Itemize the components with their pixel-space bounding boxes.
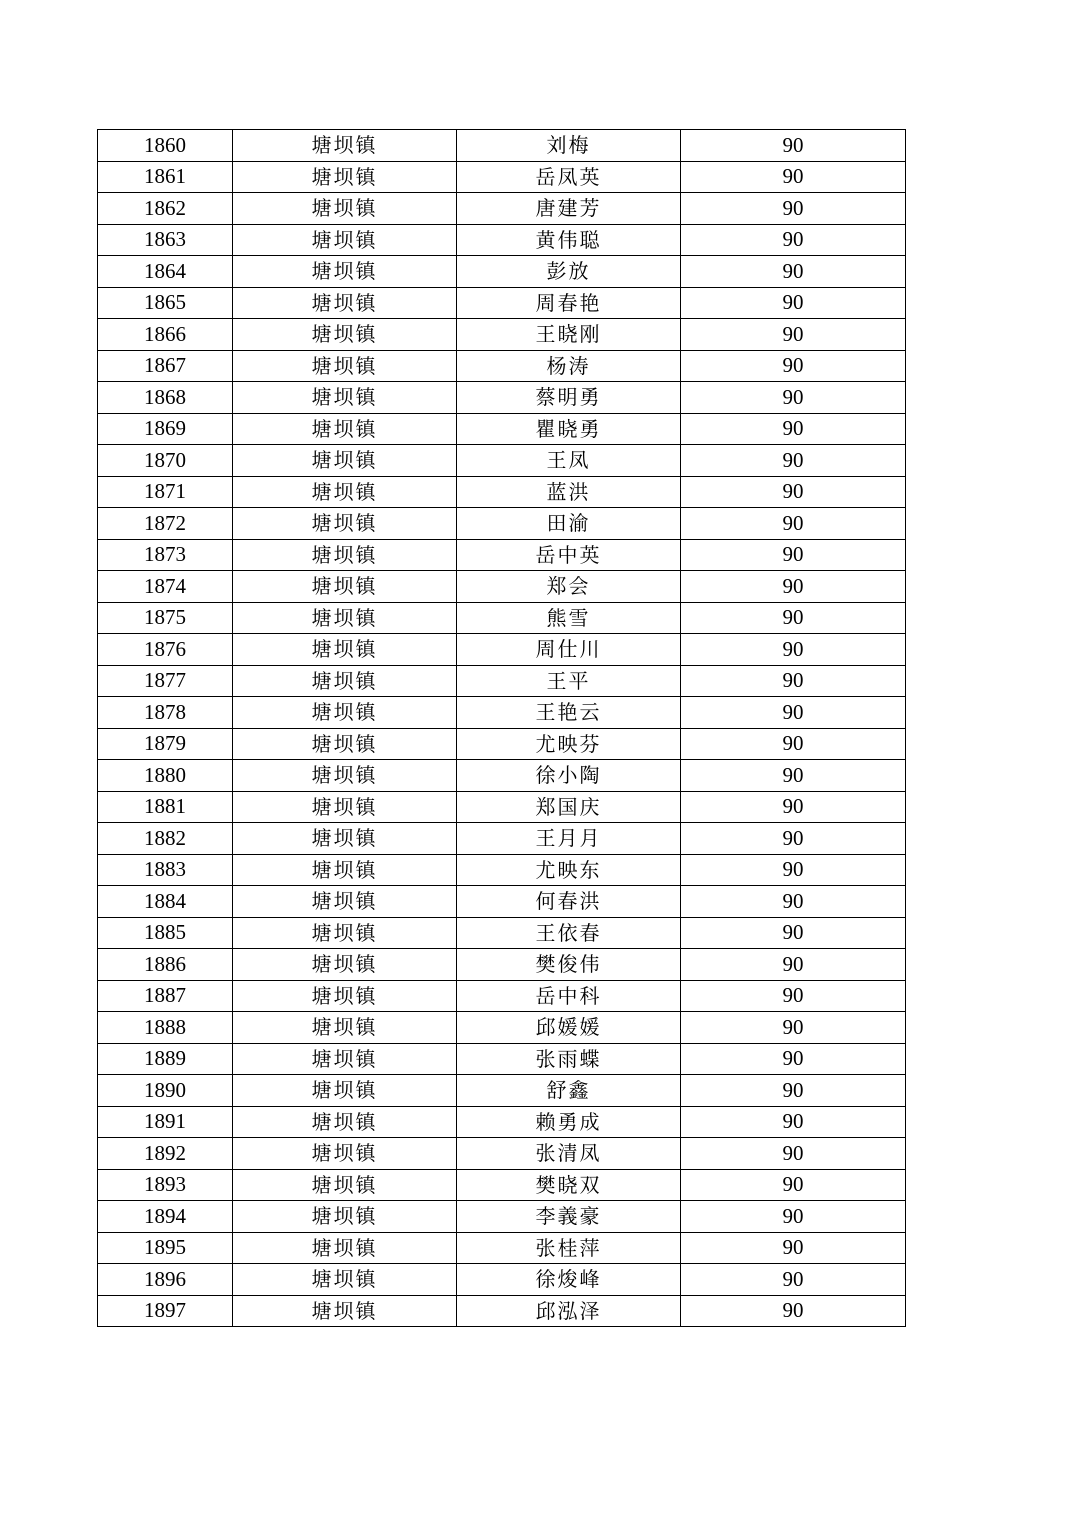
person-name-cell: 张桂萍: [457, 1232, 681, 1264]
amount-cell: 90: [681, 224, 906, 256]
row-number-cell: 1868: [98, 382, 233, 414]
town-cell: 塘坝镇: [233, 287, 457, 319]
amount-cell: 90: [681, 161, 906, 193]
town-cell: 塘坝镇: [233, 854, 457, 886]
town-cell: 塘坝镇: [233, 665, 457, 697]
person-name-cell: 彭放: [457, 256, 681, 288]
town-cell: 塘坝镇: [233, 256, 457, 288]
town-cell: 塘坝镇: [233, 350, 457, 382]
person-name-cell: 岳凤英: [457, 161, 681, 193]
person-name-cell: 张雨蝶: [457, 1043, 681, 1075]
table-row: [98, 413, 906, 445]
row-number-cell: 1871: [98, 476, 233, 508]
table-row: [98, 854, 906, 886]
row-number-cell: 1875: [98, 602, 233, 634]
amount-cell: 90: [681, 476, 906, 508]
amount-cell: 90: [681, 1201, 906, 1233]
amount-cell: 90: [681, 854, 906, 886]
person-name-cell: 郑国庆: [457, 791, 681, 823]
person-name-cell: 尤映东: [457, 854, 681, 886]
amount-cell: 90: [681, 697, 906, 729]
person-name-cell: 徐焌峰: [457, 1264, 681, 1296]
amount-cell: 90: [681, 634, 906, 666]
row-number-cell: 1869: [98, 413, 233, 445]
row-number-cell: 1876: [98, 634, 233, 666]
table-row: [98, 1075, 906, 1107]
town-cell: 塘坝镇: [233, 1201, 457, 1233]
person-name-cell: 张清凤: [457, 1138, 681, 1170]
person-name-cell: 尤映芬: [457, 728, 681, 760]
amount-cell: 90: [681, 1075, 906, 1107]
town-cell: 塘坝镇: [233, 161, 457, 193]
person-name-cell: 蓝洪: [457, 476, 681, 508]
table-row: [98, 1264, 906, 1296]
table-row: [98, 508, 906, 540]
row-number-cell: 1866: [98, 319, 233, 351]
person-name-cell: 刘梅: [457, 130, 681, 162]
row-number-cell: 1897: [98, 1295, 233, 1327]
person-name-cell: 樊晓双: [457, 1169, 681, 1201]
amount-cell: 90: [681, 791, 906, 823]
table-row: [98, 697, 906, 729]
table-row: [98, 1295, 906, 1327]
town-cell: 塘坝镇: [233, 917, 457, 949]
town-cell: 塘坝镇: [233, 980, 457, 1012]
row-number-cell: 1880: [98, 760, 233, 792]
person-name-cell: 徐小陶: [457, 760, 681, 792]
amount-cell: 90: [681, 445, 906, 477]
town-cell: 塘坝镇: [233, 1106, 457, 1138]
amount-cell: 90: [681, 949, 906, 981]
row-number-cell: 1874: [98, 571, 233, 603]
table-row: [98, 760, 906, 792]
person-name-cell: 唐建芳: [457, 193, 681, 225]
roster-table-body: [98, 130, 906, 1327]
town-cell: 塘坝镇: [233, 571, 457, 603]
amount-cell: 90: [681, 1106, 906, 1138]
amount-cell: 90: [681, 319, 906, 351]
amount-cell: 90: [681, 980, 906, 1012]
amount-cell: 90: [681, 256, 906, 288]
amount-cell: 90: [681, 287, 906, 319]
table-row: [98, 476, 906, 508]
town-cell: 塘坝镇: [233, 949, 457, 981]
row-number-cell: 1870: [98, 445, 233, 477]
row-number-cell: 1895: [98, 1232, 233, 1264]
person-name-cell: 王依春: [457, 917, 681, 949]
row-number-cell: 1893: [98, 1169, 233, 1201]
person-name-cell: 瞿晓勇: [457, 413, 681, 445]
person-name-cell: 岳中英: [457, 539, 681, 571]
town-cell: 塘坝镇: [233, 1169, 457, 1201]
row-number-cell: 1883: [98, 854, 233, 886]
amount-cell: 90: [681, 1138, 906, 1170]
amount-cell: 90: [681, 508, 906, 540]
table-row: [98, 665, 906, 697]
town-cell: 塘坝镇: [233, 1043, 457, 1075]
row-number-cell: 1885: [98, 917, 233, 949]
row-number-cell: 1894: [98, 1201, 233, 1233]
amount-cell: 90: [681, 728, 906, 760]
amount-cell: 90: [681, 1232, 906, 1264]
row-number-cell: 1891: [98, 1106, 233, 1138]
town-cell: 塘坝镇: [233, 1232, 457, 1264]
amount-cell: 90: [681, 413, 906, 445]
row-number-cell: 1862: [98, 193, 233, 225]
person-name-cell: 邱泓泽: [457, 1295, 681, 1327]
table-row: [98, 791, 906, 823]
person-name-cell: 熊雪: [457, 602, 681, 634]
person-name-cell: 黄伟聪: [457, 224, 681, 256]
amount-cell: 90: [681, 886, 906, 918]
row-number-cell: 1892: [98, 1138, 233, 1170]
row-number-cell: 1860: [98, 130, 233, 162]
table-row: [98, 1232, 906, 1264]
table-row: [98, 602, 906, 634]
row-number-cell: 1877: [98, 665, 233, 697]
person-name-cell: 郑会: [457, 571, 681, 603]
table-row: [98, 1043, 906, 1075]
town-cell: 塘坝镇: [233, 886, 457, 918]
town-cell: 塘坝镇: [233, 382, 457, 414]
town-cell: 塘坝镇: [233, 760, 457, 792]
amount-cell: 90: [681, 539, 906, 571]
table-row: [98, 319, 906, 351]
person-name-cell: 杨涛: [457, 350, 681, 382]
person-name-cell: 王平: [457, 665, 681, 697]
row-number-cell: 1861: [98, 161, 233, 193]
table-row: [98, 193, 906, 225]
person-name-cell: 王月月: [457, 823, 681, 855]
row-number-cell: 1863: [98, 224, 233, 256]
table-row: [98, 1201, 906, 1233]
town-cell: 塘坝镇: [233, 445, 457, 477]
town-cell: 塘坝镇: [233, 224, 457, 256]
row-number-cell: 1864: [98, 256, 233, 288]
town-cell: 塘坝镇: [233, 1012, 457, 1044]
row-number-cell: 1878: [98, 697, 233, 729]
town-cell: 塘坝镇: [233, 1295, 457, 1327]
table-row: [98, 917, 906, 949]
table-row: [98, 949, 906, 981]
town-cell: 塘坝镇: [233, 823, 457, 855]
table-row: [98, 130, 906, 162]
town-cell: 塘坝镇: [233, 413, 457, 445]
amount-cell: 90: [681, 917, 906, 949]
town-cell: 塘坝镇: [233, 634, 457, 666]
row-number-cell: 1882: [98, 823, 233, 855]
row-number-cell: 1889: [98, 1043, 233, 1075]
person-name-cell: 赖勇成: [457, 1106, 681, 1138]
amount-cell: 90: [681, 1012, 906, 1044]
amount-cell: 90: [681, 382, 906, 414]
table-row: [98, 287, 906, 319]
table-row: [98, 886, 906, 918]
person-name-cell: 舒鑫: [457, 1075, 681, 1107]
amount-cell: 90: [681, 193, 906, 225]
town-cell: 塘坝镇: [233, 791, 457, 823]
roster-table: [97, 129, 906, 1327]
table-row: [98, 1138, 906, 1170]
row-number-cell: 1873: [98, 539, 233, 571]
amount-cell: 90: [681, 665, 906, 697]
town-cell: 塘坝镇: [233, 193, 457, 225]
town-cell: 塘坝镇: [233, 130, 457, 162]
town-cell: 塘坝镇: [233, 1075, 457, 1107]
table-row: [98, 1169, 906, 1201]
person-name-cell: 田渝: [457, 508, 681, 540]
amount-cell: 90: [681, 1043, 906, 1075]
row-number-cell: 1887: [98, 980, 233, 1012]
table-row: [98, 350, 906, 382]
amount-cell: 90: [681, 1169, 906, 1201]
town-cell: 塘坝镇: [233, 602, 457, 634]
amount-cell: 90: [681, 350, 906, 382]
town-cell: 塘坝镇: [233, 1264, 457, 1296]
table-row: [98, 161, 906, 193]
table-row: [98, 445, 906, 477]
person-name-cell: 蔡明勇: [457, 382, 681, 414]
table-row: [98, 256, 906, 288]
row-number-cell: 1888: [98, 1012, 233, 1044]
person-name-cell: 李義豪: [457, 1201, 681, 1233]
row-number-cell: 1890: [98, 1075, 233, 1107]
amount-cell: 90: [681, 1264, 906, 1296]
table-row: [98, 1106, 906, 1138]
amount-cell: 90: [681, 571, 906, 603]
table-row: [98, 634, 906, 666]
town-cell: 塘坝镇: [233, 508, 457, 540]
town-cell: 塘坝镇: [233, 476, 457, 508]
town-cell: 塘坝镇: [233, 697, 457, 729]
row-number-cell: 1884: [98, 886, 233, 918]
amount-cell: 90: [681, 602, 906, 634]
row-number-cell: 1896: [98, 1264, 233, 1296]
town-cell: 塘坝镇: [233, 728, 457, 760]
row-number-cell: 1881: [98, 791, 233, 823]
person-name-cell: 岳中科: [457, 980, 681, 1012]
table-row: [98, 382, 906, 414]
table-row: [98, 539, 906, 571]
table-row: [98, 1012, 906, 1044]
person-name-cell: 邱媛媛: [457, 1012, 681, 1044]
person-name-cell: 王艳云: [457, 697, 681, 729]
row-number-cell: 1865: [98, 287, 233, 319]
person-name-cell: 王晓刚: [457, 319, 681, 351]
amount-cell: 90: [681, 823, 906, 855]
table-row: [98, 823, 906, 855]
table-row: [98, 980, 906, 1012]
person-name-cell: 何春洪: [457, 886, 681, 918]
town-cell: 塘坝镇: [233, 1138, 457, 1170]
amount-cell: 90: [681, 130, 906, 162]
row-number-cell: 1872: [98, 508, 233, 540]
table-row: [98, 224, 906, 256]
town-cell: 塘坝镇: [233, 319, 457, 351]
amount-cell: 90: [681, 760, 906, 792]
row-number-cell: 1867: [98, 350, 233, 382]
row-number-cell: 1886: [98, 949, 233, 981]
table-row: [98, 728, 906, 760]
town-cell: 塘坝镇: [233, 539, 457, 571]
person-name-cell: 王凤: [457, 445, 681, 477]
person-name-cell: 周春艳: [457, 287, 681, 319]
row-number-cell: 1879: [98, 728, 233, 760]
table-row: [98, 571, 906, 603]
person-name-cell: 周仕川: [457, 634, 681, 666]
amount-cell: 90: [681, 1295, 906, 1327]
person-name-cell: 樊俊伟: [457, 949, 681, 981]
